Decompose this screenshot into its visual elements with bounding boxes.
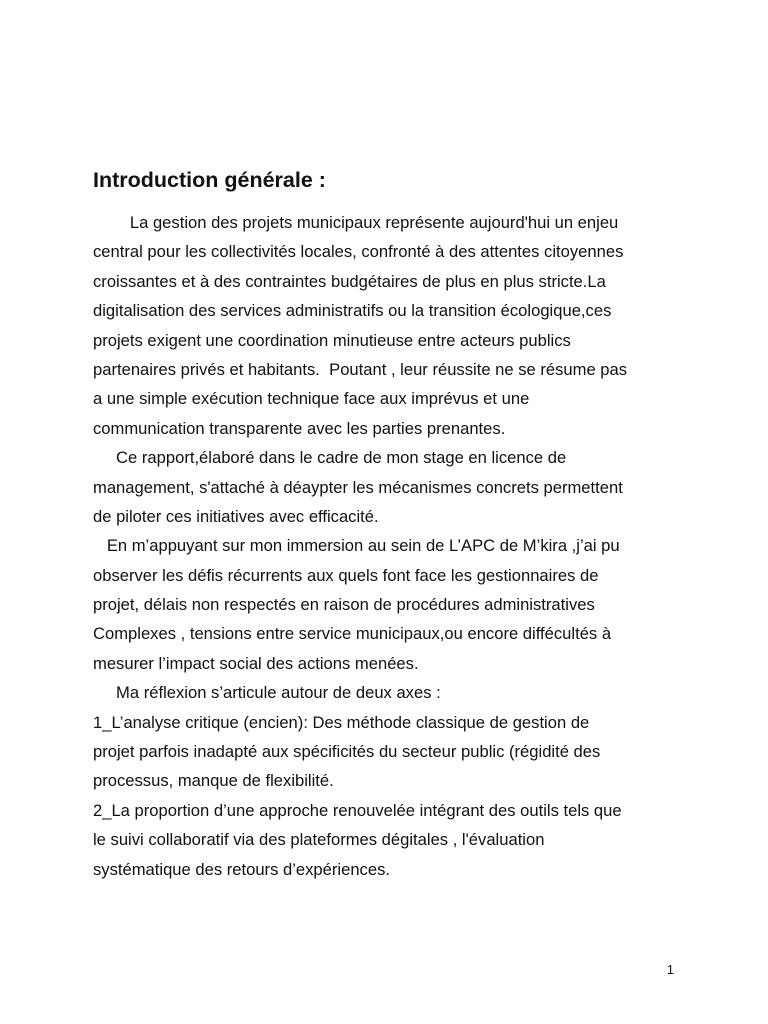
text-line: le suivi collaboratif via des plateformes dégitales , l'évaluation xyxy=(93,830,545,850)
text-line: de piloter ces initiatives avec efficacité. xyxy=(93,506,379,526)
text-line: communication transparente avec les parties prenantes. xyxy=(93,418,506,438)
text-line: croissantes et à des contraintes budgétaires de plus en plus stricte.La xyxy=(93,271,606,291)
text-line: observer les défis récurrents aux quels font face les gestionnaires de xyxy=(93,565,599,585)
text-line: Ma réflexion s’articule autour de deux axes : xyxy=(93,683,441,703)
text-line: digitalisation des services administratifs ou la transition écologique,ces xyxy=(93,301,612,321)
text-line: partenaires privés et habitants. Poutant , leur réussite ne se résume pas xyxy=(93,359,628,379)
text-line: projets exigent une coordination minutieuse entre acteurs publics xyxy=(93,330,571,350)
text-line: Complexes , tensions entre service municipaux,ou encore diffécultés à xyxy=(93,624,612,644)
text-line: mesurer l’impact social des actions menées. xyxy=(93,653,419,673)
page-title: Introduction générale : xyxy=(93,168,326,192)
text-line: processus, manque de flexibilité. xyxy=(93,771,334,791)
text-line: 1_L’analyse critique (encien): Des méthode classique de gestion de xyxy=(93,712,590,732)
text-line: En m’appuyant sur mon immersion au sein de L’APC de M’kira ,j’ai pu xyxy=(93,536,620,556)
text-line: systématique des retours d’expériences. xyxy=(93,859,390,879)
text-line: projet, délais non respectés en raison de procédures administratives xyxy=(93,595,595,615)
page-number: 1 xyxy=(666,962,674,977)
text-line: La gestion des projets municipaux représente aujourd'hui un enjeu xyxy=(93,213,619,232)
text-line: management, s'attaché à déaypter les mécanismes concrets permettent xyxy=(93,477,623,497)
text-line: Ce rapport,élaboré dans le cadre de mon stage en licence de xyxy=(93,448,567,468)
body-text xyxy=(93,208,693,884)
text-line: 2_La proportion d’une approche renouvelée intégrant des outils tels que xyxy=(93,800,622,820)
text-line: a une simple exécution technique face aux imprévus et une xyxy=(93,389,530,409)
text-line: projet parfois inadapté aux spécificités du secteur public (régidité des xyxy=(93,742,601,762)
text-line: central pour les collectivités locales, confronté à des attentes citoyennes xyxy=(93,242,624,262)
